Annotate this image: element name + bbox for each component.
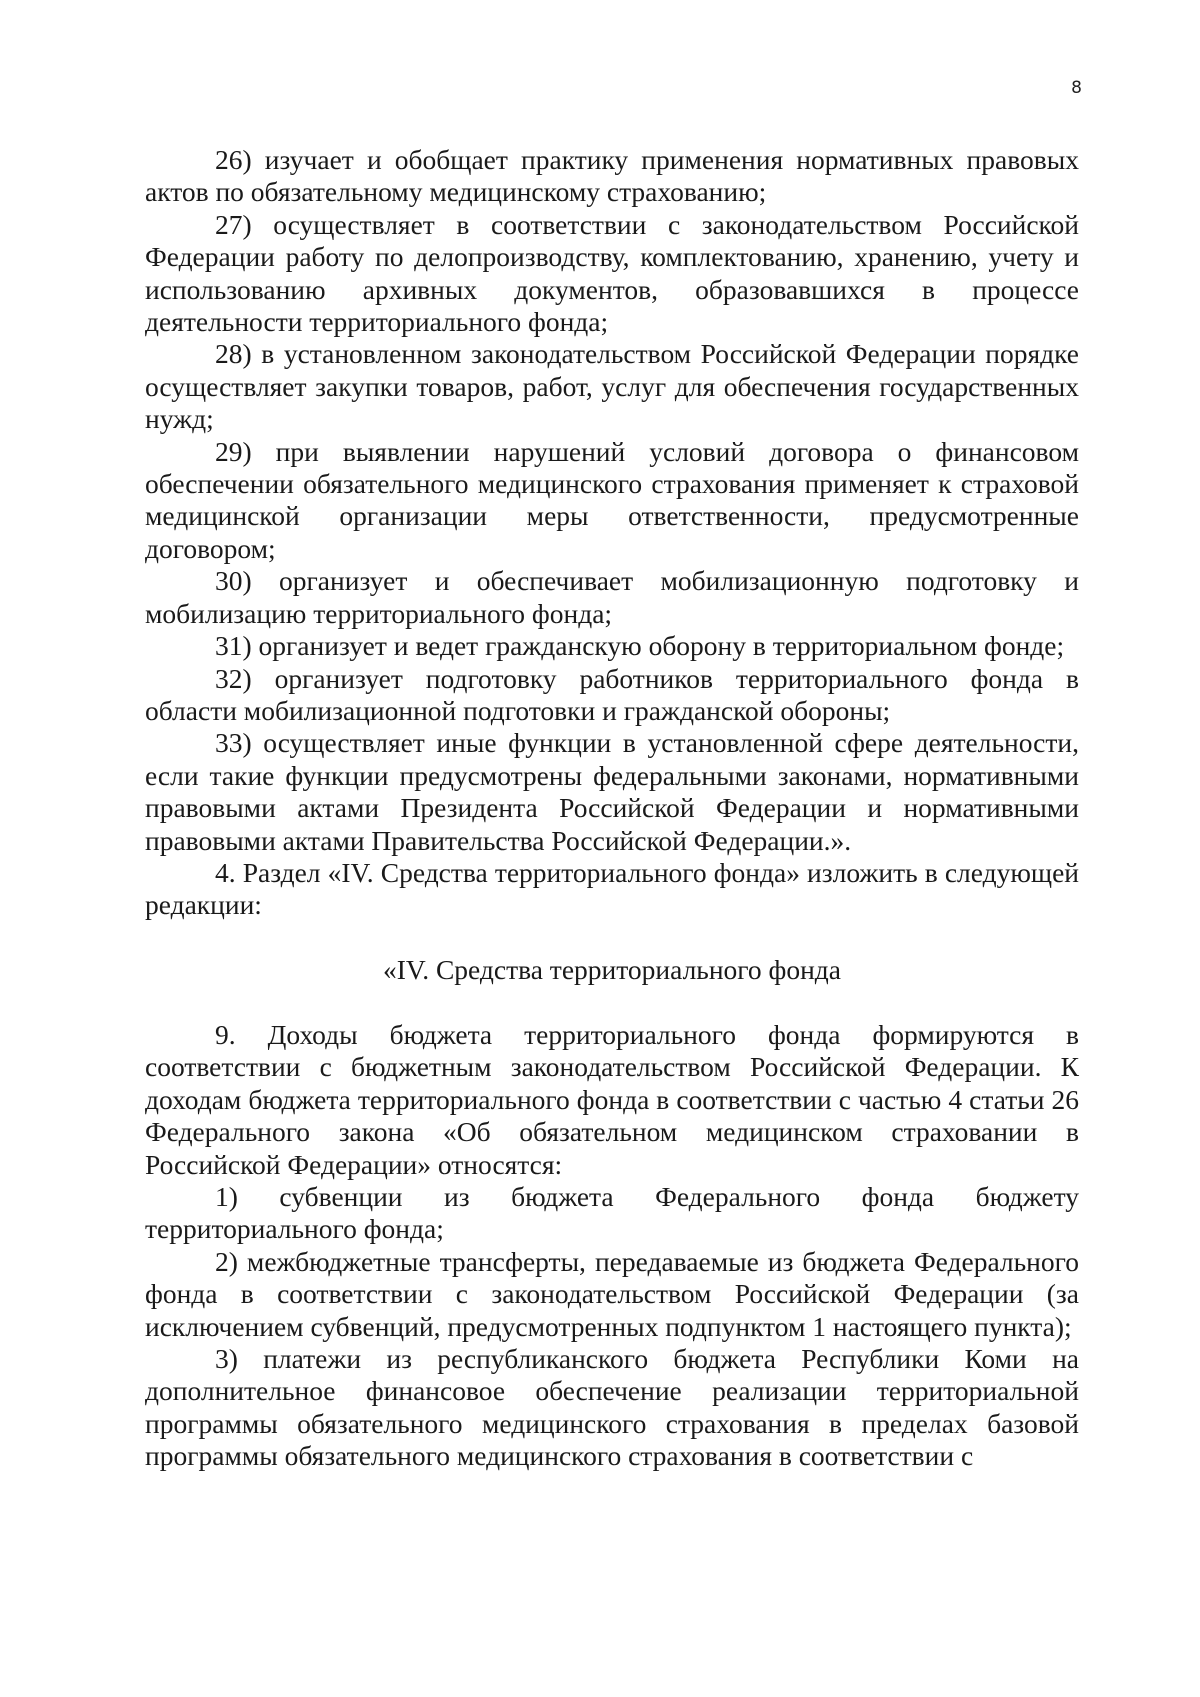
document-body <box>145 144 1079 1473</box>
paragraph-clause-9: 9. Доходы бюджета территориального фонда формируются в соответствии с бюджетным законодательством Российской Федерации. К доходам бюджета территориального фонда в соответствии с частью 4 статьи 26 Федерального закона «Об обязательном медицинском страховании в Российской Федерации» относятся: <box>145 1018 1079 1180</box>
paragraph-item-33: 33) осуществляет иные функции в установленной сфере деятельности, если такие функции предусмотрены федеральными законами, нормативными правовыми актами Президента Российской Федерации и нормативными правовыми актами Правительства Российской Федерации.». <box>145 727 1079 856</box>
paragraph-item-26: 26) изучает и обобщает практику применения нормативных правовых актов по обязательному медицинскому страхованию; <box>145 144 1079 208</box>
page-number: 8 <box>1071 78 1082 98</box>
section-heading: «IV. Средства территориального фонда <box>382 954 842 986</box>
paragraph-subitem-3: 3) платежи из республиканского бюджета Республики Коми на дополнительное финансовое обеспечение реализации территориальной программы обязательного медицинского страхования в пределах базовой программы обязательного медицинского страхования в соответствии с <box>145 1343 1079 1472</box>
paragraph-item-27: 27) осуществляет в соответствии с законодательством Российской Федерации работу по делопроизводству, комплектованию, хранению, учету и использованию архивных документов, образовавшихся в процессе деятельности территориального фонда; <box>145 208 1079 338</box>
paragraph-item-31: 31) организует и ведет гражданскую оборону в территориальном фонде; <box>215 630 1065 662</box>
paragraph-amendment-4: 4. Раздел «IV. Средства территориального фонда» изложить в следующей редакции: <box>145 856 1079 921</box>
paragraph-item-32: 32) организует подготовку работников территориального фонда в области мобилизационной подготовки и гражданской обороны; <box>145 662 1079 726</box>
paragraph-item-28: 28) в установленном законодательством Российской Федерации порядке осуществляет закупки товаров, работ, услуг для обеспечения государственных нужд; <box>145 338 1079 435</box>
paragraph-item-30: 30) организует и обеспечивает мобилизационную подготовку и мобилизацию территориального фонда; <box>145 565 1079 629</box>
paragraph-subitem-1: 1) субвенции из бюджета Федерального фонда бюджету территориального фонда; <box>145 1180 1079 1245</box>
paragraph-subitem-2: 2) межбюджетные трансферты, передаваемые из бюджета Федерального фонда в соответствии с законодательством Российской Федерации (за исключением субвенций, предусмотренных подпунктом 1 настоящего пункта); <box>145 1245 1079 1342</box>
paragraph-item-29: 29) при выявлении нарушений условий договора о финансовом обеспечении обязательного медицинского страхования применяет к страховой медицинской организации меры ответственности, предусмотренные договором; <box>145 435 1079 564</box>
